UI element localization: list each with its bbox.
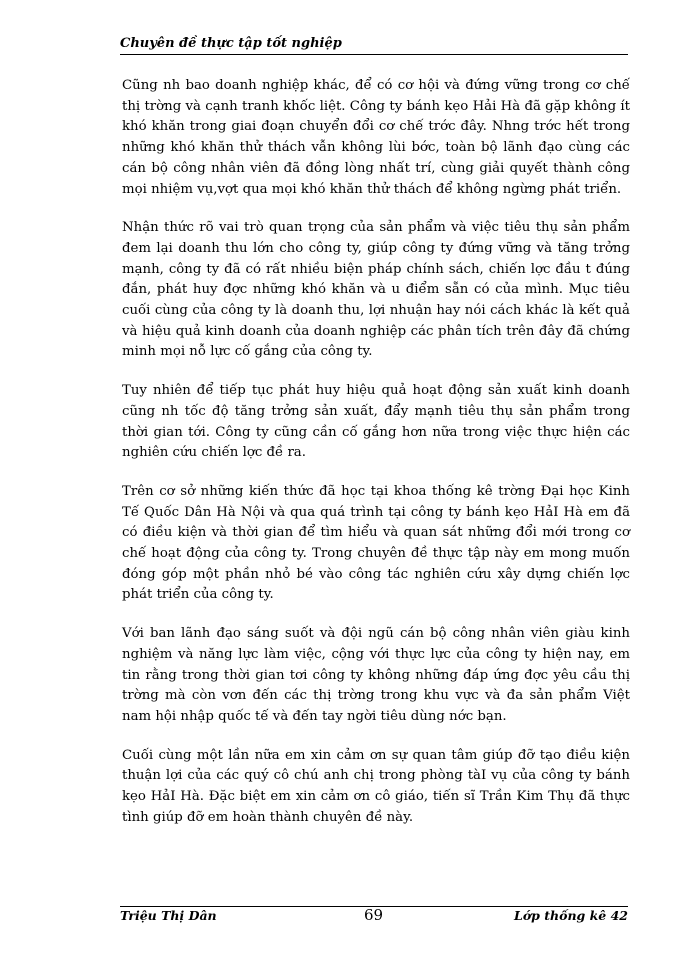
paragraph-3: Tuy nhiên để tiếp tục phát huy hiệu quả hoạt động sản xuất kinh doanh cũng nh tốc độ tăng trởng sản xuất, đẩy mạnh tiêu thụ sản phẩm trong thời gian tới. Công ty cũng cần cố gắng hơn nữa trong việc thực hiện các nghiên cứu chiến lợc đề ra. bbox=[122, 383, 630, 461]
paragraph-1: Cũng nh bao doanh nghiệp khác, để có cơ hội và đứng vững trong cơ chế thị trờng và cạnh tranh khốc liệt. Công ty bánh kẹo Hải Hà đã gặp không ít khó khăn trong giai đoạn chuyển đổi cơ chế trớc đây. Nhng trớc hết trong những khó khăn thử thách vẫn không lùi bớc, toàn bộ lãnh đạo cùng các cán bộ công nhân viên đã đồng lòng nhất trí, cùng giải quyết thành công mọi nhiệm vụ,vợt qua mọi khó khăn thử thách để không ngừng phát triển. bbox=[122, 78, 630, 197]
footer-author: Triệu Thị Dân bbox=[120, 908, 217, 923]
footer-class-label: Lớp thống kê 42 bbox=[514, 908, 628, 923]
paragraph-4: Trên cơ sở những kiến thức đã học tại khoa thống kê trờng Đại học Kinh Tế Quốc Dân Hà Nội và qua quá trình tại công ty bánh kẹo HảI Hà em đã có điều kiện và thời gian để tìm hiểu và quan sát những đổi mới trong cơ chế hoạt động của công ty. Trong chuyên đề thực tập này em mong muốn đóng góp một phần nhỏ bé vào công tác nghiên cứu xây dựng chiến lợc phát triển của công ty. bbox=[122, 483, 630, 603]
document-body bbox=[122, 76, 630, 847]
page-number: 69 bbox=[364, 906, 384, 924]
paragraph-5: Với ban lãnh đạo sáng suốt và đội ngũ cán bộ công nhân viên giàu kinh nghiệm và năng lực làm việc, cộng với thực lực của công ty hiện nay, em tin rằng trong thời gian tơi công ty không những đáp ứng đợc yêu cầu thị trờng mà còn vơn đến các thị trờng trong khu vực và đa sản phẩm Việt nam hội nhập quốc tế và đến tay ngời tiêu dùng nớc bạn. bbox=[122, 626, 630, 724]
header-divider bbox=[120, 54, 628, 55]
paragraph-6: Cuối cùng một lần nữa em xin cảm ơn sự quan tâm giúp đỡ tạo điều kiện thuận lợi của các quý cô chú anh chị trong phòng tàI vụ của công ty bánh kẹo HảI Hà. Đặc biệt em xin cảm ơn cô giáo, tiến sĩ Trần Kim Thụ đã thực tình giúp đỡ em hoàn thành chuyên đề này. bbox=[122, 747, 630, 825]
page-footer bbox=[120, 907, 628, 927]
paragraph-2: Nhận thức rõ vai trò quan trọng của sản phẩm và việc tiêu thụ sản phẩm đem lại doanh thu lớn cho công ty, giúp công ty đứng vững và tăng trởng mạnh, công ty đã có rất nhiều biện pháp chính sách, chiến lợc đầu t đúng đắn, phát huy đợc những khó khăn và u điểm sẵn có của mình. Mục tiêu cuối cùng của công ty là doanh thu, lợi nhuận hay nói cách khác là kết quả và hiệu quả kinh doanh của doanh nghiệp các phân tích trên đây đã chứng minh mọi nỗ lực cố gắng của công ty. bbox=[122, 220, 630, 360]
page-header-title: Chuyên đề thực tập tốt nghiệp bbox=[120, 36, 342, 51]
